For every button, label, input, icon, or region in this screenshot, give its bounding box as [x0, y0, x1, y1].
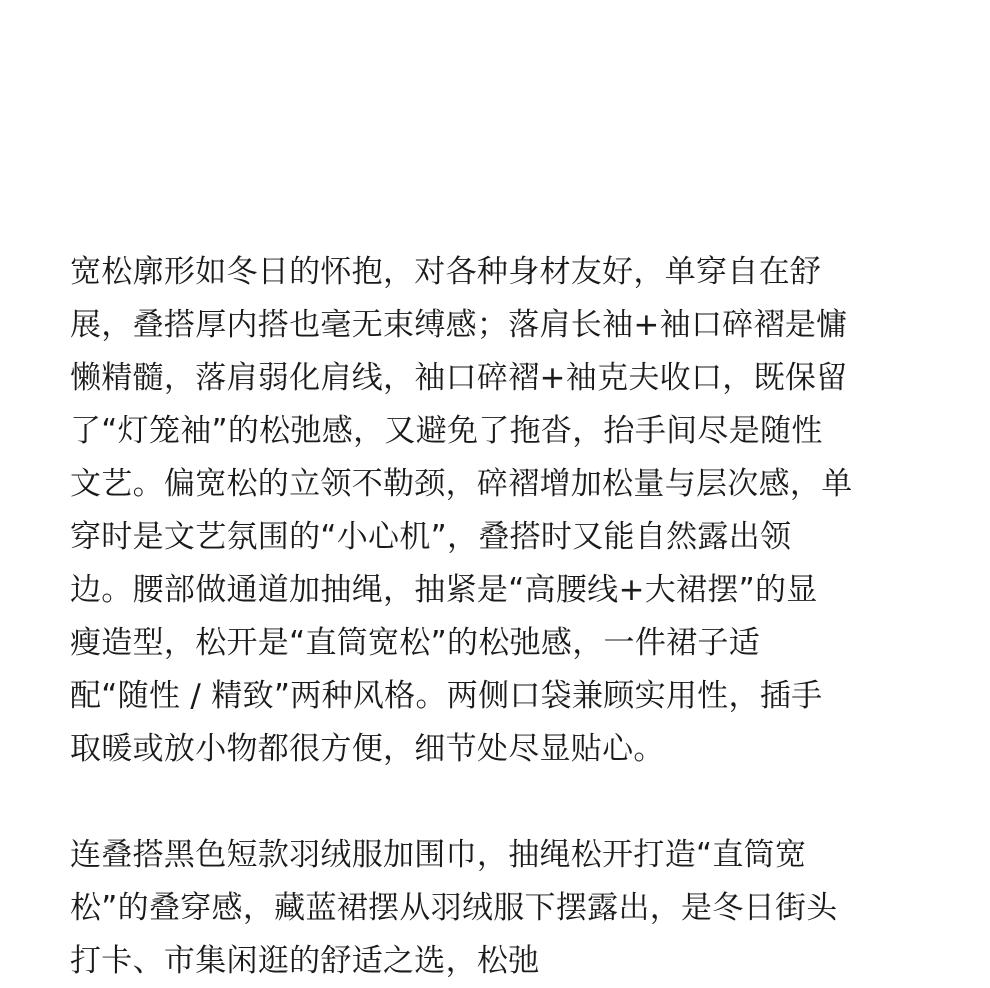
article-body: [70, 246, 930, 988]
text-line: 宽松廓形如冬日的怀抱，对各种身材友好，单穿自在舒: [70, 254, 822, 290]
text-line: 文艺。偏宽松的立领不勒颈，碎褶增加松量与层次感，单: [70, 466, 853, 502]
paragraph-2: [70, 829, 930, 988]
paragraph-spacer: [70, 776, 930, 829]
text-line: 取暖或放小物都很方便，细节处尽显贴心。: [70, 731, 665, 767]
text-line: 打卡、市集闲逛的舒适之选，松弛: [70, 943, 540, 979]
text-line: 连叠搭黑色短款羽绒服加围巾，抽绳松开打造“直筒宽: [70, 837, 807, 873]
text-line: 展，叠搭厚内搭也毫无束缚感；落肩长袖+袖口碎褶是慵: [70, 307, 848, 343]
text-line: 松”的叠穿感，藏蓝裙摆从羽绒服下摆露出，是冬日街头: [70, 890, 838, 926]
text-line: 了“灯笼袖”的松弛感，又避免了拖沓，抬手间尽是随性: [70, 413, 823, 449]
text-line: 配“随性 / 精致”两种风格。两侧口袋兼顾实用性，插手: [70, 678, 823, 714]
paragraph-1: [70, 246, 930, 776]
text-line: 瘦造型，松开是“直筒宽松”的松弛感，一件裙子适: [70, 625, 761, 661]
text-line: 穿时是文艺氛围的“小心机”，叠搭时又能自然露出领: [70, 519, 792, 555]
text-line: 边。腰部做通道加抽绳，抽紧是“高腰线+大裙摆”的显: [70, 572, 818, 608]
text-line: 懒精髓，落肩弱化肩线，袖口碎褶+袖克夫收口，既保留: [70, 360, 848, 396]
